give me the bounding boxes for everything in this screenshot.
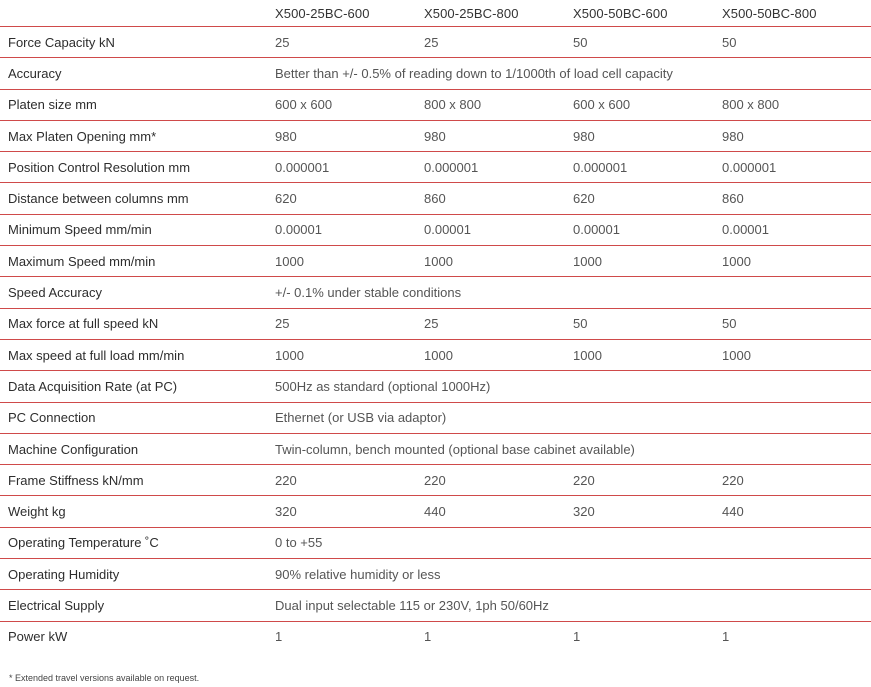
spec-value: 600 x 600 — [266, 89, 415, 120]
spec-value: 0.00001 — [564, 214, 713, 245]
spec-value: 1000 — [564, 339, 713, 370]
table-row — [0, 590, 871, 621]
table-row — [0, 277, 871, 308]
spec-label: Maximum Speed mm/min — [0, 246, 266, 277]
table-row — [0, 621, 871, 652]
spec-label: Max force at full speed kN — [0, 308, 266, 339]
spec-label: Data Acquisition Rate (at PC) — [0, 371, 266, 402]
header-row — [0, 0, 871, 27]
spec-label: Frame Stiffness kN/mm — [0, 465, 266, 496]
table-row — [0, 339, 871, 370]
spec-value: 50 — [713, 27, 871, 58]
spec-value-shared: 0 to +55 — [266, 527, 871, 558]
spec-label: Speed Accuracy — [0, 277, 266, 308]
table-row — [0, 58, 871, 89]
spec-value: 600 x 600 — [564, 89, 713, 120]
spec-value-shared: Dual input selectable 115 or 230V, 1ph 50/60Hz — [266, 590, 871, 621]
spec-value: 25 — [266, 308, 415, 339]
spec-label: Distance between columns mm — [0, 183, 266, 214]
spec-value: 1000 — [713, 246, 871, 277]
table-row — [0, 371, 871, 402]
spec-value: 1 — [722, 629, 730, 645]
spec-value: 800 x 800 — [713, 89, 871, 120]
spec-value: 0.000001 — [713, 152, 871, 183]
spec-value: 25 — [266, 27, 415, 58]
spec-value: 980 — [564, 120, 713, 151]
table-row — [0, 152, 871, 183]
spec-value: 1000 — [415, 339, 564, 370]
spec-label: Force Capacity kN — [0, 27, 266, 58]
table-row — [0, 496, 871, 527]
spec-value: 25 — [415, 308, 564, 339]
spec-value: 980 — [266, 120, 415, 151]
spec-body — [0, 27, 871, 652]
spec-value: 0.00001 — [415, 214, 564, 245]
spec-label: Max speed at full load mm/min — [0, 339, 266, 370]
spec-value: 0.000001 — [564, 152, 713, 183]
spec-value: 1 — [275, 629, 283, 645]
spec-label: Weight kg — [0, 496, 266, 527]
spec-value: 1000 — [415, 246, 564, 277]
table-row — [0, 27, 871, 58]
spec-label: Machine Configuration — [0, 433, 266, 464]
table-row — [0, 402, 871, 433]
spec-value: 620 — [564, 183, 713, 214]
table-row — [0, 559, 871, 590]
spec-value: 980 — [713, 120, 871, 151]
spec-label: Operating Temperature ˚C — [0, 527, 266, 558]
spec-label: PC Connection — [0, 402, 266, 433]
table-row — [0, 183, 871, 214]
spec-value: 0.000001 — [415, 152, 564, 183]
spec-value: 25 — [415, 27, 564, 58]
spec-value-shared: +/- 0.1% under stable conditions — [266, 277, 871, 308]
spec-label: Minimum Speed mm/min — [0, 214, 266, 245]
header-model: X500-50BC-800 — [722, 5, 817, 21]
spec-value-shared: Ethernet (or USB via adaptor) — [266, 402, 871, 433]
spec-value: 50 — [564, 27, 713, 58]
spec-value: 0.000001 — [266, 152, 415, 183]
spec-value: 220 — [564, 465, 713, 496]
spec-value-shared: 90% relative humidity or less — [266, 559, 871, 590]
spec-value: 220 — [713, 465, 871, 496]
spec-value: 860 — [415, 183, 564, 214]
spec-value: 320 — [266, 496, 415, 527]
table-row — [0, 89, 871, 120]
header-model: X500-25BC-600 — [275, 5, 370, 21]
spec-label: Platen size mm — [0, 89, 266, 120]
spec-label: Accuracy — [0, 58, 266, 89]
spec-value: 800 x 800 — [415, 89, 564, 120]
spec-value-shared: Twin-column, bench mounted (optional base cabinet available) — [266, 433, 871, 464]
table-row — [0, 433, 871, 464]
spec-value: 220 — [415, 465, 564, 496]
spec-value: 620 — [266, 183, 415, 214]
spec-value: 440 — [713, 496, 871, 527]
spec-label: Power kW — [8, 629, 68, 645]
spec-label: Max Platen Opening mm* — [0, 120, 266, 151]
footnote: * Extended travel versions available on request. — [9, 673, 200, 683]
spec-value: 0.00001 — [713, 214, 871, 245]
spec-value: 440 — [415, 496, 564, 527]
spec-value-shared: 500Hz as standard (optional 1000Hz) — [266, 371, 871, 402]
spec-value: 1000 — [564, 246, 713, 277]
spec-label: Operating Humidity — [0, 559, 266, 590]
spec-value: 50 — [713, 308, 871, 339]
header-model: X500-25BC-800 — [424, 5, 519, 21]
header-model: X500-50BC-600 — [573, 5, 668, 21]
spec-value: 1 — [424, 629, 432, 645]
spec-value: 1 — [573, 629, 581, 645]
spec-value: 1000 — [713, 339, 871, 370]
spec-value: 0.00001 — [266, 214, 415, 245]
table-row — [0, 120, 871, 151]
table-row — [0, 214, 871, 245]
spec-value: 50 — [564, 308, 713, 339]
table-row — [0, 527, 871, 558]
spec-value: 320 — [564, 496, 713, 527]
spec-value-shared: Better than +/- 0.5% of reading down to 1/1000th of load cell capacity — [266, 58, 871, 89]
spec-value: 980 — [415, 120, 564, 151]
spec-value: 860 — [713, 183, 871, 214]
table-row — [0, 308, 871, 339]
header-label-cell — [0, 0, 266, 27]
spec-label: Position Control Resolution mm — [0, 152, 266, 183]
spec-value: 1000 — [266, 246, 415, 277]
spec-label: Electrical Supply — [0, 590, 266, 621]
spec-value: 220 — [266, 465, 415, 496]
table-row — [0, 246, 871, 277]
table-row — [0, 465, 871, 496]
spec-value: 1000 — [266, 339, 415, 370]
